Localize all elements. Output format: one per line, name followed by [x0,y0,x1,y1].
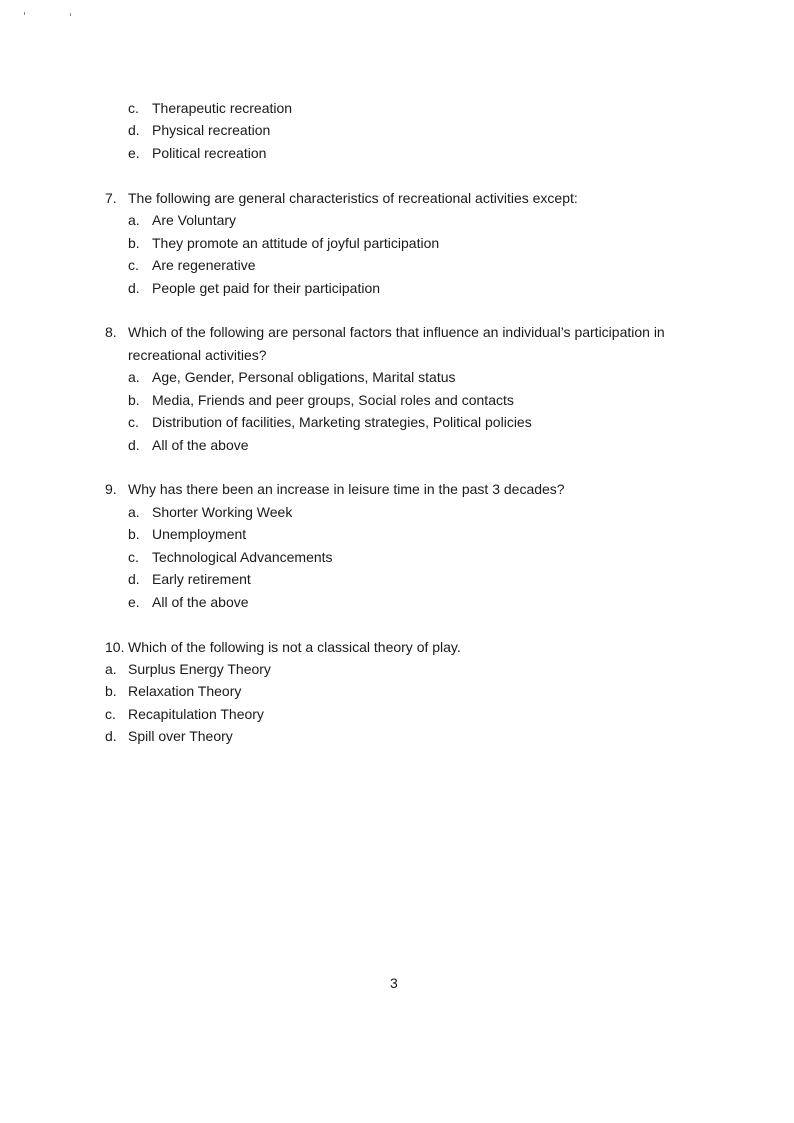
option-label: c. [105,705,116,722]
option [0,254,794,276]
option-text: Therapeutic recreation [152,100,293,116]
option [0,434,794,456]
option-label: b. [128,234,140,251]
question-number: 10. [105,638,125,655]
option-text: All of the above [152,593,249,610]
option-text: Surplus Energy Theory [128,660,271,677]
scan-speck [24,12,25,15]
option [0,389,794,411]
option-text: Unemployment [152,526,247,543]
option-label: d. [128,436,140,453]
option-label: c. [128,100,139,116]
question-7 [0,187,794,209]
option [0,119,794,141]
option [0,209,794,231]
option [0,523,794,545]
question-text: Why has there been an increase in leisure time in the past 3 decades? [128,481,565,498]
option-text: Are regenerative [152,257,256,274]
option-text: Spill over Theory [128,728,233,745]
option [0,568,794,590]
question-9 [0,478,794,500]
option-label: c. [128,548,139,565]
option-label: a. [128,212,140,229]
option-text: They promote an attitude of joyful participation [152,234,440,251]
option-text: Shorter Working Week [152,503,293,520]
option-label: e. [128,144,140,161]
option-text: Media, Friends and peer groups, Social roles and contacts [152,391,514,408]
option [0,680,794,702]
option-label: d. [128,122,140,139]
question-number: 8. [105,324,117,341]
page-number: 3 [390,975,398,991]
option [0,142,794,164]
question-10 [0,636,794,658]
option [0,366,794,388]
option-text: Age, Gender, Personal obligations, Marital status [152,369,456,386]
option-label: c. [128,257,139,274]
option-label: c. [128,414,139,431]
option-label: b. [128,526,140,543]
option [0,591,794,613]
option-text: Are Voluntary [152,212,237,229]
exam-page-content [0,97,794,748]
option-text: Technological Advancements [152,548,333,565]
question-text: Which of the following are personal factors that influence an individual’s participation in [128,324,665,341]
question-text: Which of the following is not a classical theory of play. [128,638,461,655]
question-8 [0,321,794,343]
option-label: d. [128,279,140,296]
option-label: a. [105,660,117,677]
option [0,546,794,568]
option [0,232,794,254]
option [0,501,794,523]
option-text: Physical recreation [152,122,271,139]
question-text: The following are general characteristics of recreational activities except: [128,189,578,206]
option [0,411,794,433]
option-label: b. [105,683,117,700]
option-text: Distribution of facilities, Marketing strategies, Political policies [152,414,532,431]
option [0,658,794,680]
option-text: Early retirement [152,571,251,588]
option-label: e. [128,593,140,610]
question-8-cont [0,344,794,366]
option-label: a. [128,369,140,386]
option-label: a. [128,503,140,520]
option [0,277,794,299]
scan-speck [70,13,71,16]
option-text: People get paid for their participation [152,279,381,296]
option-label: d. [105,728,117,745]
option-text: Relaxation Theory [128,683,242,700]
option-label: b. [128,391,140,408]
question-text: recreational activities? [128,346,267,363]
question-number: 7. [105,189,117,206]
option [0,703,794,725]
option-text: Political recreation [152,144,267,161]
option [0,725,794,747]
option-text: Recapitulation Theory [128,705,264,722]
option-label: d. [128,571,140,588]
option-text: All of the above [152,436,249,453]
option [0,97,794,119]
question-number: 9. [105,481,117,498]
